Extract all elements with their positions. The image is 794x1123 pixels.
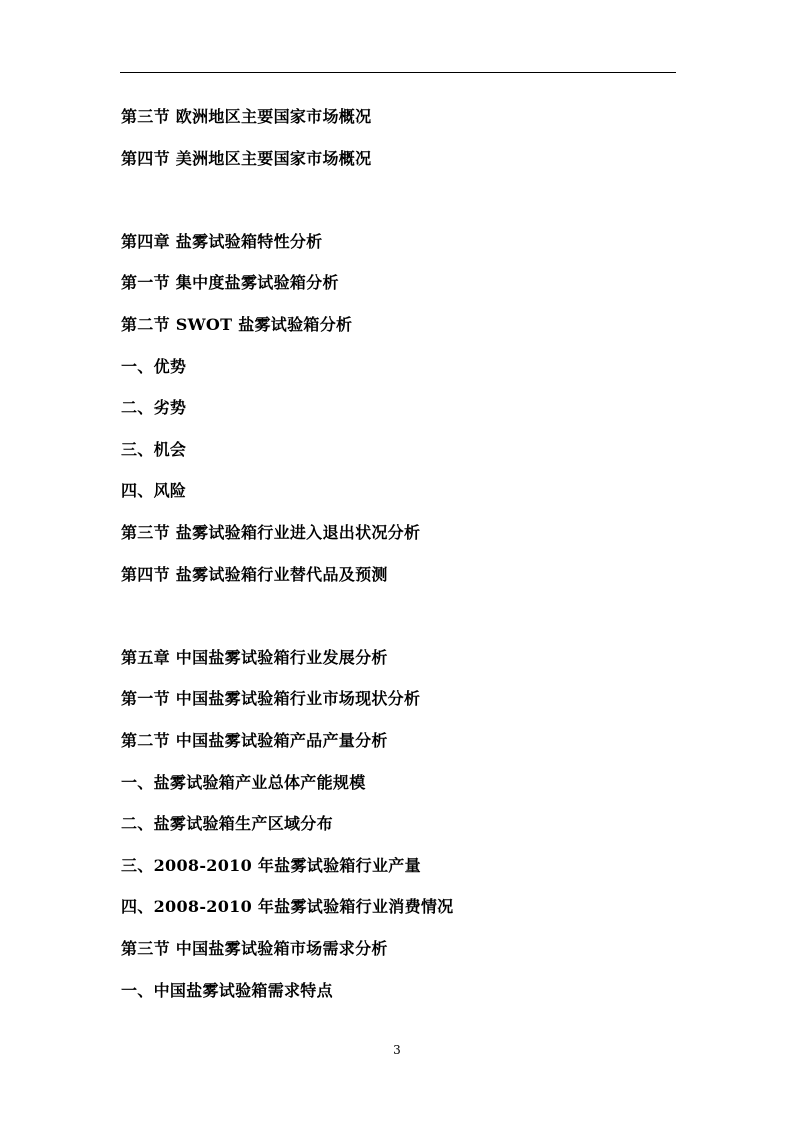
toc-entry: 二、盐雾试验箱生产区域分布 bbox=[121, 814, 333, 833]
toc-entry: 三、2008-2010 年盐雾试验箱行业产量 bbox=[121, 856, 421, 875]
toc-chapter-heading: 第四章 盐雾试验箱特性分析 bbox=[121, 232, 323, 251]
header-rule bbox=[120, 72, 676, 73]
toc-entry: 四、2008-2010 年盐雾试验箱行业消费情况 bbox=[121, 897, 454, 916]
toc-entry: 一、中国盐雾试验箱需求特点 bbox=[121, 981, 333, 1000]
toc-entry: 第一节 中国盐雾试验箱行业市场现状分析 bbox=[121, 689, 421, 708]
toc-entry: 第三节 盐雾试验箱行业进入退出状况分析 bbox=[121, 523, 421, 542]
toc-chapter-heading: 第五章 中国盐雾试验箱行业发展分析 bbox=[121, 648, 388, 667]
toc-entry: 三、机会 bbox=[121, 440, 187, 459]
page-number: 3 bbox=[393, 1043, 401, 1057]
toc-entry: 一、优势 bbox=[121, 357, 187, 376]
toc-entry: 第二节 中国盐雾试验箱产品产量分析 bbox=[121, 731, 388, 750]
toc-entry: 第二节 SWOT 盐雾试验箱分析 bbox=[121, 315, 353, 334]
toc-entry: 一、盐雾试验箱产业总体产能规模 bbox=[121, 773, 366, 792]
toc-entry: 第四节 美洲地区主要国家市场概况 bbox=[121, 149, 372, 168]
toc-entry: 第三节 中国盐雾试验箱市场需求分析 bbox=[121, 939, 388, 958]
toc-entry: 四、风险 bbox=[121, 481, 187, 500]
toc-entry: 二、劣势 bbox=[121, 398, 187, 417]
toc-entry: 第四节 盐雾试验箱行业替代品及预测 bbox=[121, 565, 388, 584]
toc-entry: 第一节 集中度盐雾试验箱分析 bbox=[121, 273, 339, 292]
toc-entry: 第三节 欧洲地区主要国家市场概况 bbox=[121, 107, 372, 126]
